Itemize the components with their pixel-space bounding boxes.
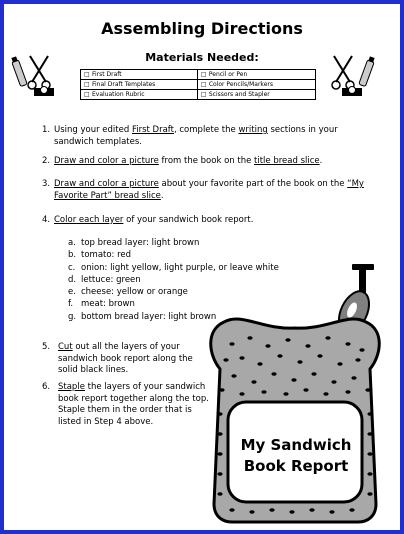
checkbox-icon: □	[84, 91, 90, 98]
bread-speckle	[365, 388, 370, 391]
layer-letter: d.	[68, 274, 77, 285]
bread-speckle	[305, 344, 310, 347]
bread-speckle	[291, 378, 296, 381]
bread-speckle	[223, 358, 228, 361]
step-4-text	[54, 214, 372, 226]
layer-letter: c.	[68, 262, 76, 273]
bread-speckle	[247, 336, 252, 339]
material-label: Evaluation Rubric	[92, 91, 145, 98]
layer-text: lettuce: green	[81, 274, 141, 285]
bread-speckle	[217, 452, 222, 455]
layer-text: bottom bread layer: light brown	[81, 311, 217, 322]
bread-speckle	[367, 432, 372, 435]
step-text-segment: .	[319, 156, 323, 166]
bread-speckle	[303, 388, 308, 391]
layer-item	[68, 249, 288, 261]
material-label: Final Draft Templates	[92, 81, 156, 88]
bread-speckle	[249, 510, 254, 513]
bread-speckle	[229, 508, 234, 511]
step-3-text	[54, 178, 372, 202]
checkbox-icon: □	[200, 71, 207, 78]
checkbox-icon: □	[200, 81, 207, 88]
bread-speckle	[359, 348, 364, 351]
layer-text: cheese: yellow or orange	[81, 287, 188, 298]
bread-speckle	[217, 412, 222, 415]
step-text-segment: writing	[238, 125, 268, 135]
layer-item	[68, 274, 288, 286]
step-2-text	[54, 155, 372, 167]
bread-speckle	[345, 390, 350, 393]
step-text-segment: Draw and color a picture	[54, 156, 159, 166]
bread-speckle	[325, 336, 330, 339]
bread-speckle	[297, 360, 302, 363]
bread-speckle	[345, 342, 350, 345]
step-text-segment: First Draft	[131, 125, 174, 135]
step-text-segment: about your favorite part of the book on the	[158, 179, 348, 189]
step-text-segment: of your sandwich book report.	[123, 215, 254, 225]
bread-speckle	[229, 342, 234, 345]
layer-item	[68, 262, 288, 274]
directions-list: 1. Using your edited First Draft, complete the writing sections in your sandwich templates. 2. Draw and color a picture from the book on the title bread slice. 3. Draw and color a picture about your favorite part of the book on the “My Favorite Part” bread slice. 4. Color each layer of your sandwich book report.	[4, 4, 400, 530]
step-text-segment: title bread slice	[254, 156, 320, 166]
step-text-segment: the layers of your sandwich book report together along the top. Staple them in the order that is listed in Step 4 above.	[58, 382, 209, 427]
step-text-segment: , complete the	[173, 125, 239, 135]
step-text-segment: Cut	[58, 342, 73, 352]
layer-letter: g.	[68, 311, 77, 322]
bread-speckle	[367, 472, 372, 475]
materials-heading: Materials Needed:	[145, 51, 259, 64]
step-1-text	[54, 124, 372, 148]
layer-letter: e.	[68, 287, 76, 298]
material-label: Color Pencils/Markers	[208, 81, 273, 88]
checkbox-icon: □	[84, 81, 90, 88]
bread-speckle	[367, 492, 372, 495]
bread-speckle	[261, 390, 266, 393]
bread-speckle	[257, 362, 262, 365]
checkbox-icon: □	[200, 91, 207, 98]
bread-speckle	[239, 356, 244, 359]
bread-speckle	[219, 388, 224, 391]
material-label: Pencil or Pen	[208, 71, 248, 78]
layer-text: onion: light yellow, light purple, or leave white	[81, 262, 279, 273]
material-label: First Draft	[92, 71, 122, 78]
step-6-text	[58, 382, 210, 428]
page-title: Assembling Directions	[101, 19, 303, 38]
bread-speckle	[251, 380, 256, 383]
jar-title-line2: Book Report	[243, 457, 349, 475]
bread-speckle	[269, 508, 274, 511]
bread-speckle	[265, 344, 270, 347]
checkbox-icon: □	[84, 71, 90, 78]
layer-text: meat: brown	[81, 299, 135, 310]
page-frame: Assembling Directions Materials Needed: □ First Draft □ Pencil or Pen □ Final Draft Templates □ Color Pencils/Markers □ Evaluation Rubric □ Scissors and Stapler 1. Using your edited First Draft, complete the writing sections in your sandwich templates. 2. Draw and color a picture from the book on the title bread slice. 3. Draw and color a picture about your favorite part of the book on the “My Favorite Part” bread slice. 4. Color each layer of your sandwich book report. a. top bread layer: light brown b. tomato: red c. onion: light yellow, light purple, or leave white d. lettuce: green e. cheese: yellow or orange f. meat: brown g. bottom bread layer: light brown 5. Cut out all the layers of your sandwich book report along the solid black lines. 6. Staple the layers of your sandwich book report together along the top. Staple them in the order that is listed in Step 4 above. My Sandwich Book Report	[0, 0, 404, 534]
bread-speckle	[355, 358, 360, 361]
step-text-segment: .	[160, 191, 164, 201]
bread-speckle	[351, 376, 356, 379]
bread-speckle	[331, 380, 336, 383]
step-text-segment: Draw and color a picture	[54, 179, 159, 189]
bread-speckle	[277, 354, 282, 357]
step-text-segment: Using your edited	[54, 125, 132, 135]
bread-speckle	[349, 508, 354, 511]
sandwich-bread-illustration	[202, 294, 388, 524]
bread-speckle	[317, 354, 322, 357]
bread-speckle	[217, 492, 222, 495]
bread-speckle	[367, 412, 372, 415]
bread-speckle	[283, 392, 288, 395]
bread-speckle	[329, 510, 334, 513]
layer-text: top bread layer: light brown	[81, 238, 200, 248]
layer-letter: a.	[68, 238, 76, 248]
layer-letter: b.	[68, 250, 77, 261]
bread-speckle	[217, 432, 222, 435]
bread-speckle	[309, 508, 314, 511]
step-text-segment: Staple	[58, 382, 85, 392]
step-5-text	[58, 342, 210, 377]
jar-title	[230, 435, 362, 477]
bread-speckle	[285, 338, 290, 341]
layer-letter: f.	[68, 299, 74, 310]
step-text-segment: from the book on the	[158, 156, 255, 166]
step-text-segment: “My Favorite Part” bread slice	[54, 179, 364, 201]
bread-speckle	[217, 472, 222, 475]
layer-item	[68, 237, 288, 249]
bread-speckle	[239, 392, 244, 395]
step-text-segment: sections in your sandwich templates.	[54, 125, 338, 147]
bread-speckle	[289, 510, 294, 513]
step-text-segment: Color each layer	[54, 215, 124, 225]
material-label: Scissors and Stapler	[208, 91, 270, 98]
jar-title-line1: My Sandwich	[240, 436, 352, 454]
layer-text: tomato: red	[81, 250, 132, 261]
bread-speckle	[323, 392, 328, 395]
bread-speckle	[337, 362, 342, 365]
bread-speckle	[367, 452, 372, 455]
bread-speckle	[271, 372, 276, 375]
bread-speckle	[231, 374, 236, 377]
bread-speckle	[311, 372, 316, 375]
step-text-segment: out all the layers of your sandwich book report along the solid black lines.	[58, 342, 193, 375]
